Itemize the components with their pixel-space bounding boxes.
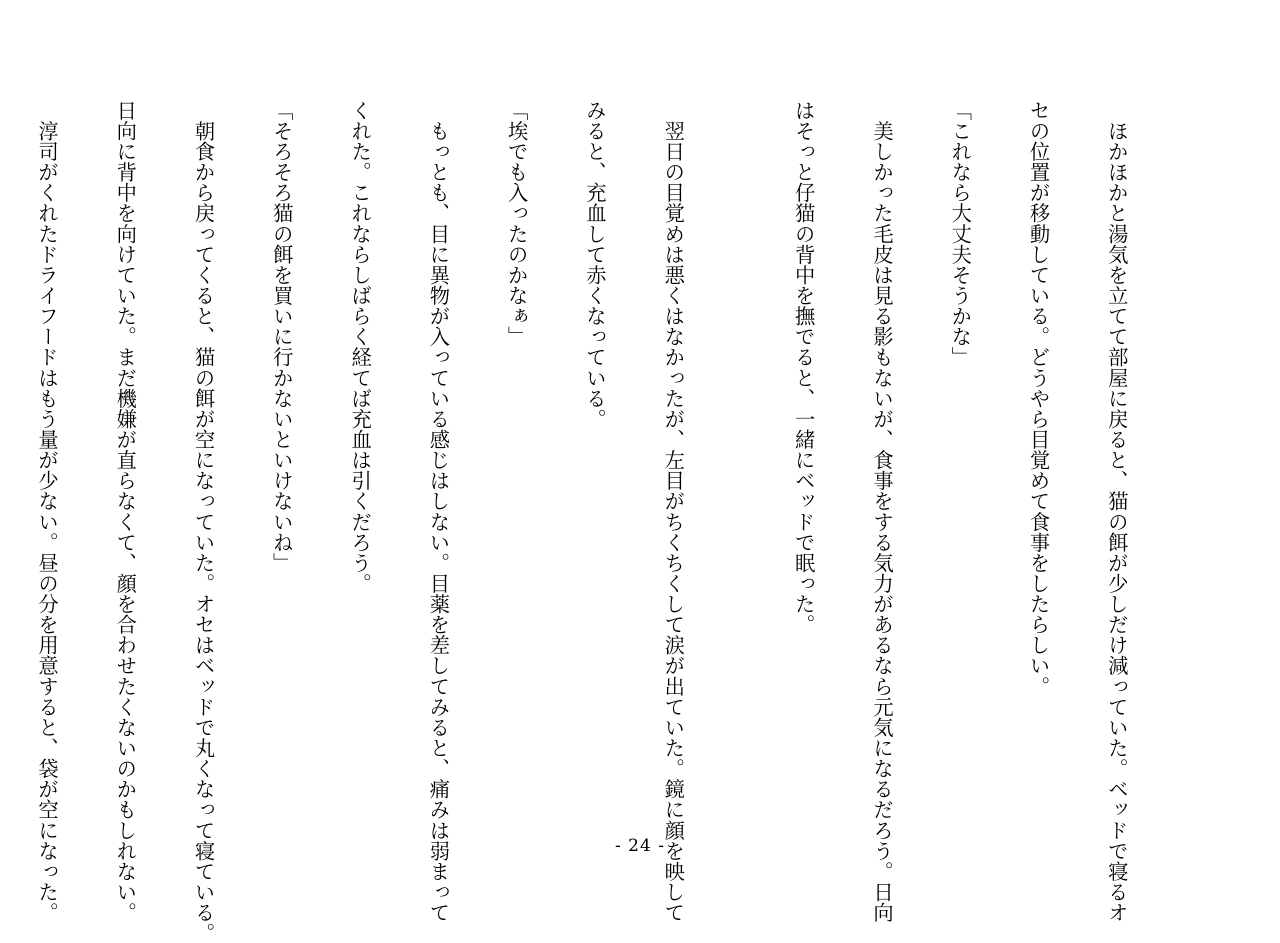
text-line: 翌日の目覚めは悪くはなかったが、左目がちくちくして涙が出ていた。鏡に顔を映して	[661, 100, 686, 923]
text-line: ほかほかと湯気を立てて部屋に戻ると、猫の餌が少しだけ減っていた。ベッドで寝るオ	[1104, 100, 1129, 923]
text-line: 「これなら大丈夫そうかな」	[948, 100, 973, 368]
page-number: - 24 -	[615, 836, 665, 856]
text-line: はそっと仔猫の背中を撫でると、一緒にベッドで眠った。	[791, 100, 816, 635]
text-line: 「そろそろ猫の餌を買いに行かないといけないね」	[269, 100, 294, 574]
text-line: セの位置が移動している。どうやら目覚めて食事をしたらしい。	[1026, 100, 1051, 697]
text-line: 朝食から戻ってくると、猫の餌が空になっていた。オセはベッドで丸くなって寝ている。	[191, 100, 216, 943]
text-line: 「埃でも入ったのかなぁ」	[504, 100, 529, 347]
text-line: くれた。これならしばらく経てば充血は引くだろう。	[348, 100, 373, 594]
text-line: 美しかった毛皮は見る影もないが、食事をする気力があるなら元気になるだろう。日向	[869, 100, 894, 923]
text-line: みると、充血して赤くなっている。	[582, 100, 607, 430]
text-line: 淳司がくれたドライフードはもう量が少ない。昼の分を用意すると、袋が空になった。	[34, 100, 59, 923]
text-line: 日向に背中を向けていた。まだ機嫌が直らなくて、顔を合わせたくないのかもしれない。	[113, 100, 138, 923]
text-line: もっとも、目に異物が入っている感じはしない。目薬を差してみると、痛みは弱まって	[426, 100, 451, 923]
